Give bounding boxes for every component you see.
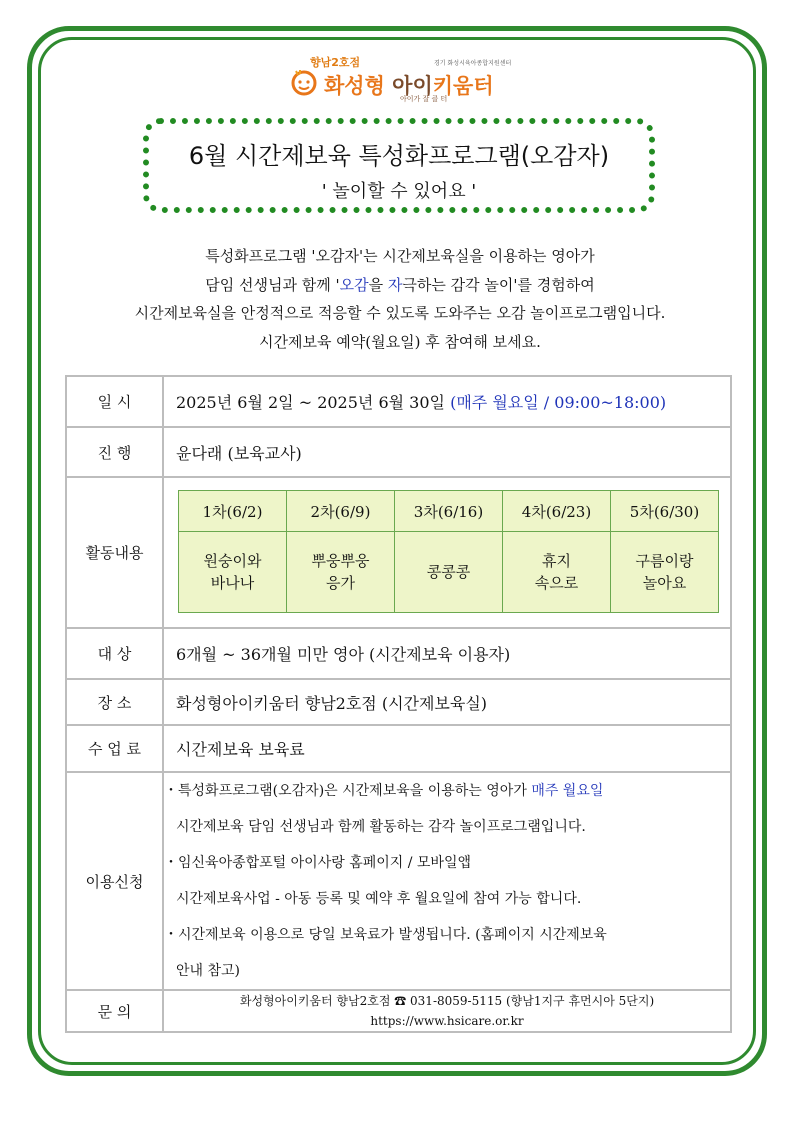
table-row [66, 427, 731, 477]
logo-branch: 향남2호점 [310, 56, 361, 69]
table-row [66, 679, 731, 725]
schedule-note: (매주 월요일 / 09:00~18:00) [450, 393, 667, 412]
table-row [66, 628, 731, 679]
child-face-icon [290, 68, 318, 96]
activity-title-row [179, 532, 719, 613]
logo-name: 화성형 아이키움터 [324, 74, 494, 98]
target-label: 대 상 [66, 628, 163, 679]
target-value: 6개월 ~ 36개월 미만 영아 (시간제보육 이용자) [163, 628, 731, 679]
table-row [66, 376, 731, 427]
contact-info [163, 990, 731, 1032]
activity-session: 2차(6/9) [287, 491, 395, 532]
table-row [66, 725, 731, 772]
table-row [66, 990, 731, 1032]
activity-title: 구름이랑 놀아요 [611, 532, 719, 613]
place-label: 장 소 [66, 679, 163, 725]
activity-session: 3차(6/16) [395, 491, 503, 532]
schedule-label: 일 시 [66, 376, 163, 427]
intro-line: 시간제보육 예약(월요일) 후 참여해 보세요. [259, 332, 541, 351]
activity-session: 5차(6/30) [611, 491, 719, 532]
place-value: 화성형아이키움터 향남2호점 (시간제보육실) [163, 679, 731, 725]
logo [288, 52, 518, 108]
activity-session: 4차(6/23) [503, 491, 611, 532]
apply-label: 이용신청 [66, 772, 163, 990]
page-subtitle: ' 놀이할 수 있어요 ' [321, 181, 477, 202]
contact-phone: 화성형아이키움터 향남2호점 ☎ 031-8059-5115 (향남1지구 휴먼시아 5단지) [239, 994, 655, 1008]
table-row [66, 772, 731, 990]
logo-partner: 경기 화성시육아종합지원센터 [434, 60, 512, 67]
activity-cell [163, 477, 731, 628]
logo-tagline: 아이가 잘 클 터 [400, 95, 448, 103]
activity-title: 휴지 속으로 [503, 532, 611, 613]
activity-title: 뿌웅뿌웅 응가 [287, 532, 395, 613]
fee-label: 수 업 료 [66, 725, 163, 772]
apply-notes: ・특성화프로그램(오감자)은 시간제보육을 이용하는 영아가 매주 월요일 시간제보육 담임 선생님과 함께 활동하는 감각 놀이프로그램입니다. ・임신육아종합포털 아이사랑 홈페이지 / 모바일앱 시간제보육사업 - 아동 등록 및 예약 후 월요일에 참여 가능 합니다. ・시간제보육 이용으로 당일 보육료가 발생됩니다. (홈페이지 시간제보육 안내 참고) [163, 772, 731, 990]
intro-line: 특성화프로그램 '오감자'는 시간제보육실을 이용하는 영아가 [205, 247, 595, 265]
intro-text [60, 242, 740, 356]
activity-title: 원숭이와 바나나 [179, 532, 287, 613]
activity-session: 1차(6/2) [179, 491, 287, 532]
intro-line: 담임 선생님과 함께 '오감을 자극하는 감각 놀이'를 경험하여 [205, 275, 595, 294]
leader-label: 진 행 [66, 427, 163, 477]
info-table [65, 375, 732, 1033]
schedule-value: 2025년 6월 2일 ~ 2025년 6월 30일 (매주 월요일 / 09:00~18:00) [163, 376, 731, 427]
contact-label: 문 의 [66, 990, 163, 1032]
activity-title: 콩콩콩 [395, 532, 503, 613]
activity-label: 활동내용 [66, 477, 163, 628]
leader-value: 윤다래 (보육교사) [163, 427, 731, 477]
fee-value: 시간제보육 보육료 [163, 725, 731, 772]
intro-line: 시간제보육실을 안정적으로 적응할 수 있도록 도와주는 오감 놀이프로그램입니다. [134, 304, 666, 322]
table-row [66, 477, 731, 628]
title-box [143, 118, 655, 213]
activity-header-row [179, 491, 719, 532]
page-title: 6월 시간제보육 특성화프로그램(오감자) [188, 142, 610, 170]
activity-table [178, 490, 719, 613]
contact-url[interactable]: https://www.hsicare.or.kr [370, 1014, 524, 1028]
